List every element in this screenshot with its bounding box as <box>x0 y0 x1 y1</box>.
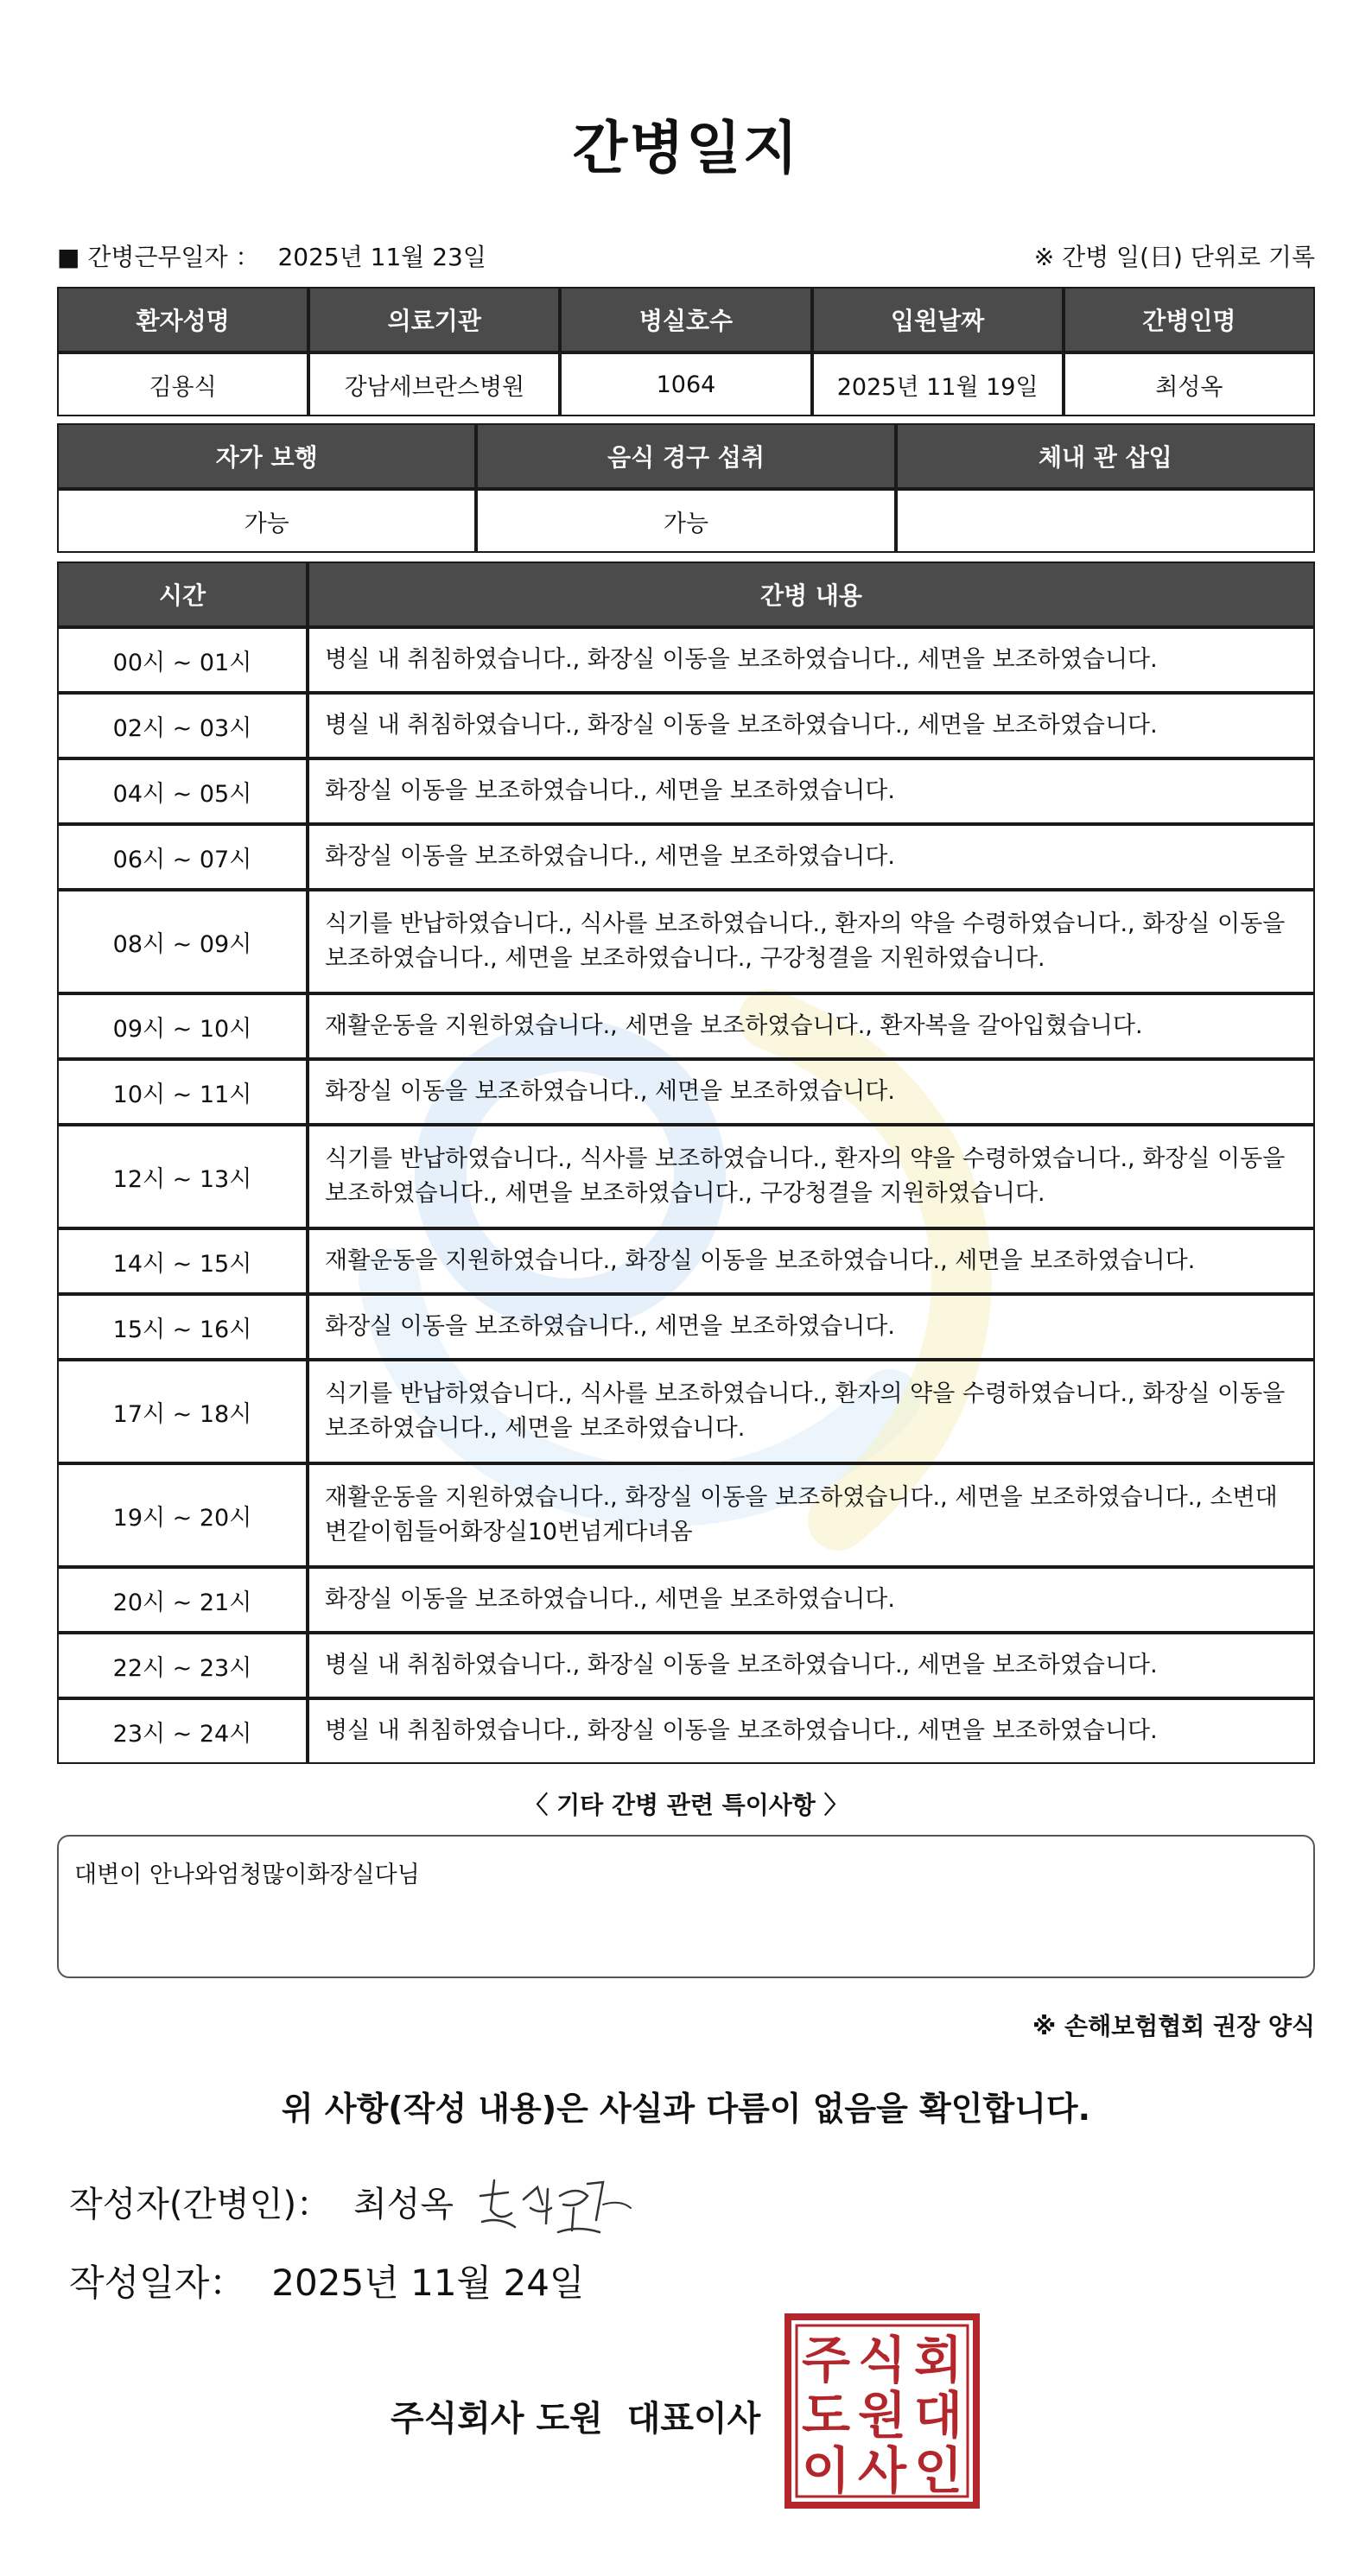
log-content: 화장실 이동을 보조하였습니다., 세면을 보조하였습니다. <box>308 1567 1315 1633</box>
log-time: 22시 ~ 23시 <box>57 1633 308 1698</box>
care-log-header-row <box>57 562 1315 627</box>
page-title: 간병일지 <box>572 115 800 181</box>
table-row <box>57 890 1315 993</box>
svg-text:도: 도 <box>801 2386 851 2445</box>
log-content: 식기를 반납하였습니다., 식사를 보조하였습니다., 환자의 약을 수령하였습니다., 화장실 이동을 보조하였습니다., 세면을 보조하였습니다., 구강청결을 지원하였습니다. <box>308 890 1315 993</box>
table-row <box>57 758 1315 824</box>
writer-name: 최성옥 <box>353 2185 454 2224</box>
notes-section-title: 〈 기타 간병 관련 특이사항 〉 <box>524 1791 848 1819</box>
table-row <box>57 1698 1315 1764</box>
patient-status-value-row <box>57 489 1315 553</box>
log-content: 화장실 이동을 보조하였습니다., 세면을 보조하였습니다. <box>308 1294 1315 1360</box>
oral-intake-value: 가능 <box>476 489 895 553</box>
svg-text:이: 이 <box>801 2441 851 2500</box>
company-seal <box>784 2313 980 2509</box>
log-time: 14시 ~ 15시 <box>57 1228 308 1294</box>
patient-status-header-row <box>57 423 1315 489</box>
table-row <box>57 1125 1315 1228</box>
log-content: 병실 내 취침하였습니다., 화장실 이동을 보조하였습니다., 세면을 보조하였습니다. <box>308 693 1315 758</box>
svg-text:사: 사 <box>857 2441 907 2500</box>
header-time: 시간 <box>57 562 308 627</box>
log-content: 화장실 이동을 보조하였습니다., 세면을 보조하였습니다. <box>308 824 1315 890</box>
svg-text:대: 대 <box>913 2386 963 2445</box>
writer-label: 작성자(간병인)： <box>69 2185 332 2224</box>
write-date-line <box>69 2255 585 2306</box>
patient-info-header-row <box>57 287 1315 352</box>
admission-date: 2025년 11월 19일 <box>812 352 1064 416</box>
log-time: 17시 ~ 18시 <box>57 1360 308 1463</box>
log-content: 재활운동을 지원하였습니다., 화장실 이동을 보조하였습니다., 세면을 보조하였습니다. <box>308 1228 1315 1294</box>
svg-text:식: 식 <box>857 2331 907 2389</box>
table-row <box>57 1059 1315 1125</box>
log-time: 06시 ~ 07시 <box>57 824 308 890</box>
log-time: 20시 ~ 21시 <box>57 1567 308 1633</box>
log-content: 화장실 이동을 보조하였습니다., 세면을 보조하였습니다. <box>308 758 1315 824</box>
log-time: 02시 ~ 03시 <box>57 693 308 758</box>
table-row <box>57 993 1315 1059</box>
unit-note: ※ 간병 일(日) 단위로 기록 <box>1033 243 1315 271</box>
patient-status-table <box>57 423 1315 553</box>
table-row <box>57 627 1315 693</box>
log-content: 병실 내 취침하였습니다., 화장실 이동을 보조하였습니다., 세면을 보조하였습니다. <box>308 1633 1315 1698</box>
patient-name: 김용식 <box>57 352 308 416</box>
log-time: 15시 ~ 16시 <box>57 1294 308 1360</box>
log-time: 12시 ~ 13시 <box>57 1125 308 1228</box>
log-content: 식기를 반납하였습니다., 식사를 보조하였습니다., 환자의 약을 수령하였습니다., 화장실 이동을 보조하였습니다., 세면을 보조하였습니다. <box>308 1360 1315 1463</box>
log-content: 병실 내 취침하였습니다., 화장실 이동을 보조하였습니다., 세면을 보조하였습니다. <box>308 1698 1315 1764</box>
writer-line <box>69 2177 454 2226</box>
log-content: 병실 내 취침하였습니다., 화장실 이동을 보조하였습니다., 세면을 보조하였습니다. <box>308 627 1315 693</box>
header-self-walking: 자가 보행 <box>57 423 476 489</box>
svg-text:인: 인 <box>913 2441 963 2500</box>
table-row <box>57 1567 1315 1633</box>
company-representative: 대표이사 <box>626 2399 761 2439</box>
table-row <box>57 1463 1315 1567</box>
header-patient-name: 환자성명 <box>57 287 308 352</box>
header-caregiver-name: 간병인명 <box>1064 287 1315 352</box>
svg-text:회: 회 <box>913 2331 963 2389</box>
company-line <box>391 2391 760 2440</box>
tube-insertion-value <box>896 489 1315 553</box>
form-note: ※ 손해보험협회 권장 양식 <box>1032 2012 1315 2040</box>
write-date-value: 2025년 11월 24일 <box>271 2262 585 2304</box>
log-time: 00시 ~ 01시 <box>57 627 308 693</box>
table-row <box>57 1228 1315 1294</box>
handwritten-signature <box>473 2170 638 2248</box>
self-walking-value: 가능 <box>57 489 476 553</box>
header-care-content: 간병 내용 <box>308 562 1315 627</box>
log-time: 04시 ~ 05시 <box>57 758 308 824</box>
log-content: 식기를 반납하였습니다., 식사를 보조하였습니다., 환자의 약을 수령하였습니다., 화장실 이동을 보조하였습니다., 세면을 보조하였습니다., 구강청결을 지원하였습니다. <box>308 1125 1315 1228</box>
log-time: 08시 ~ 09시 <box>57 890 308 993</box>
header-admission-date: 입원날짜 <box>812 287 1064 352</box>
header-tube-insertion: 체내 관 삽입 <box>896 423 1315 489</box>
svg-text:원: 원 <box>857 2386 907 2445</box>
work-date-line <box>57 238 486 273</box>
patient-info-table <box>57 287 1315 416</box>
work-date-label: ■ 간병근무일자 ： <box>57 243 260 271</box>
work-date-value: 2025년 11월 23일 <box>277 243 486 271</box>
log-time: 19시 ~ 20시 <box>57 1463 308 1567</box>
header-hospital: 의료기관 <box>308 287 560 352</box>
table-row <box>57 1294 1315 1360</box>
log-time: 23시 ~ 24시 <box>57 1698 308 1764</box>
patient-info-value-row <box>57 352 1315 416</box>
table-row <box>57 693 1315 758</box>
log-content: 재활운동을 지원하였습니다., 화장실 이동을 보조하였습니다., 세면을 보조하였습니다., 소변대변같이힘들어화장실10번넘게다녀옴 <box>308 1463 1315 1567</box>
company-name: 주식회사 도원 <box>391 2399 603 2439</box>
room-number: 1064 <box>560 352 811 416</box>
hospital-name: 강남세브란스병원 <box>308 352 560 416</box>
svg-text:주: 주 <box>801 2331 851 2389</box>
log-content: 화장실 이동을 보조하였습니다., 세면을 보조하였습니다. <box>308 1059 1315 1125</box>
confirmation-statement: 위 사항(작성 내용)은 사실과 다름이 없음을 확인합니다. <box>281 2090 1091 2128</box>
log-time: 09시 ~ 10시 <box>57 993 308 1059</box>
table-row <box>57 824 1315 890</box>
notes-box: 대변이 안나와엄청많이화장실다님 <box>57 1835 1315 1978</box>
header-room-number: 병실호수 <box>560 287 811 352</box>
caregiver-name: 최성옥 <box>1064 352 1315 416</box>
log-content: 재활운동을 지원하였습니다., 세면을 보조하였습니다., 환자복을 갈아입혔습니다. <box>308 993 1315 1059</box>
table-row <box>57 1633 1315 1698</box>
care-log-table <box>57 562 1315 1764</box>
header-oral-intake: 음식 경구 섭취 <box>476 423 895 489</box>
table-row <box>57 1360 1315 1463</box>
write-date-label: 작성일자： <box>69 2262 246 2304</box>
log-time: 10시 ~ 11시 <box>57 1059 308 1125</box>
